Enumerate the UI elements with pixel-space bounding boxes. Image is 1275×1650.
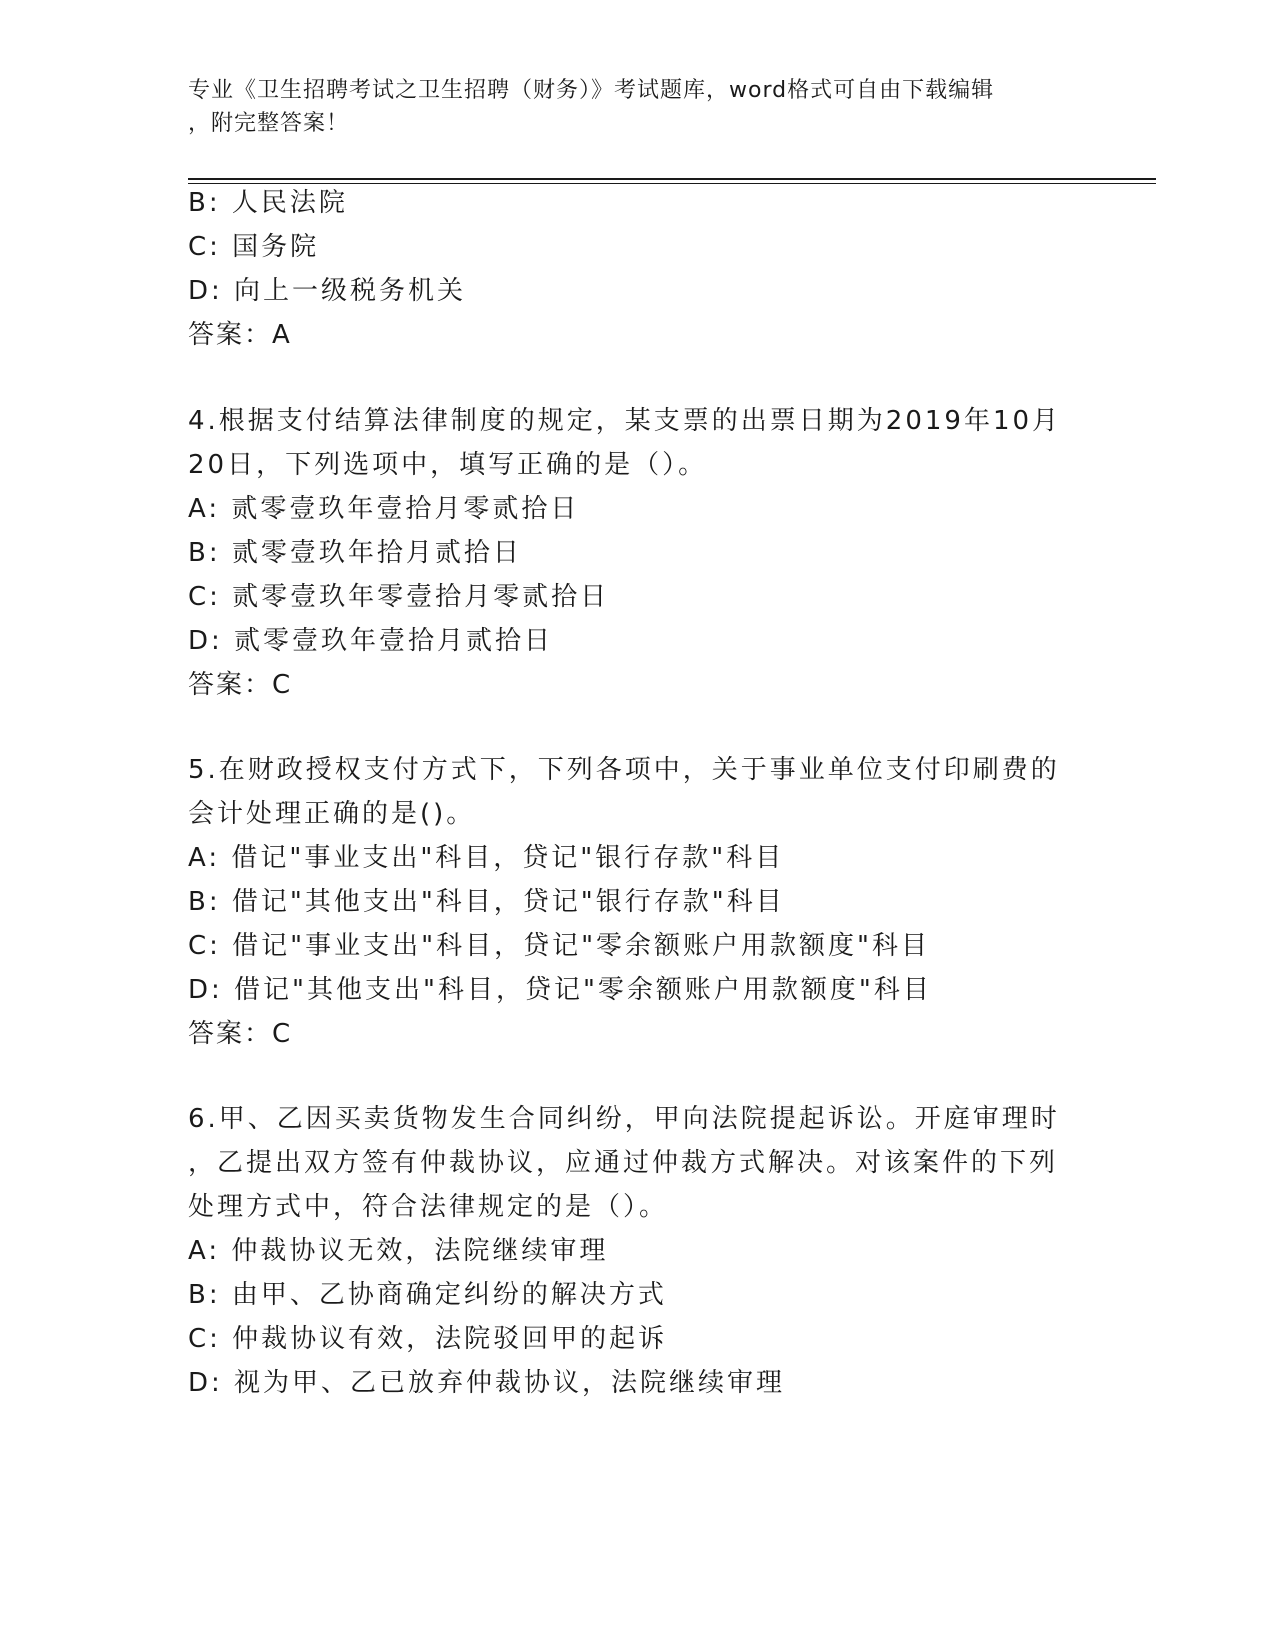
q6-option-d: D: 视为甲、乙已放弃仲裁协议，法院继续审理 [188,1368,786,1398]
q6-option-c: C: 仲裁协议有效，法院驳回甲的起诉 [188,1324,668,1354]
q4-answer: 答案：C [188,670,293,700]
q5-stem-line-2: 会计处理正确的是()。 [188,799,476,829]
q3-answer: 答案：A [188,320,292,350]
q5-option-c: C: 借记"事业支出"科目，贷记"零余额账户用款额度"科目 [188,931,931,961]
q3-option-d: D: 向上一级税务机关 [188,276,467,306]
q6-stem-line-1: 6.甲、乙因买卖货物发生合同纠纷，甲向法院提起诉讼。开庭审理时 [188,1104,1060,1134]
q6-option-b: B: 由甲、乙协商确定纠纷的解决方式 [188,1280,667,1310]
q5-answer: 答案：C [188,1019,293,1049]
q6-stem-line-3: 处理方式中，符合法律规定的是（）。 [188,1192,669,1222]
q4-option-c: C: 贰零壹玖年零壹拾月零贰拾日 [188,582,610,612]
q5-option-d: D: 借记"其他支出"科目，贷记"零余额账户用款额度"科目 [188,975,932,1005]
header-divider-thin [188,183,1156,184]
q4-option-a: A: 贰零壹玖年壹拾月零贰拾日 [188,494,580,524]
document-header: 专业《卫生招聘考试之卫生招聘（财务）》考试题库，word格式可自由下载编辑 ，附完整答案！ [188,78,995,136]
q4-stem-line-2: 20日，下列选项中，填写正确的是（）。 [188,450,708,480]
q4-stem-line-1: 4.根据支付结算法律制度的规定，某支票的出票日期为2019年10月 [188,406,1062,436]
q4-option-b: B: 贰零壹玖年拾月贰拾日 [188,538,522,568]
q3-option-c: C: 国务院 [188,232,320,262]
q3-option-b: B: 人民法院 [188,188,348,218]
q6-option-a: A: 仲裁协议无效，法院继续审理 [188,1236,609,1266]
q4-option-d: D: 贰零壹玖年壹拾月贰拾日 [188,626,554,656]
q5-option-a: A: 借记"事业支出"科目，贷记"银行存款"科目 [188,843,785,873]
q6-stem-line-2: ，乙提出双方签有仲裁协议，应通过仲裁方式解决。对该案件的下列 [188,1148,1059,1178]
header-divider-thick [188,178,1156,180]
q5-option-b: B: 借记"其他支出"科目，贷记"银行存款"科目 [188,887,785,917]
q5-stem-line-1: 5.在财政授权支付方式下，下列各项中，关于事业单位支付印刷费的 [188,755,1060,785]
